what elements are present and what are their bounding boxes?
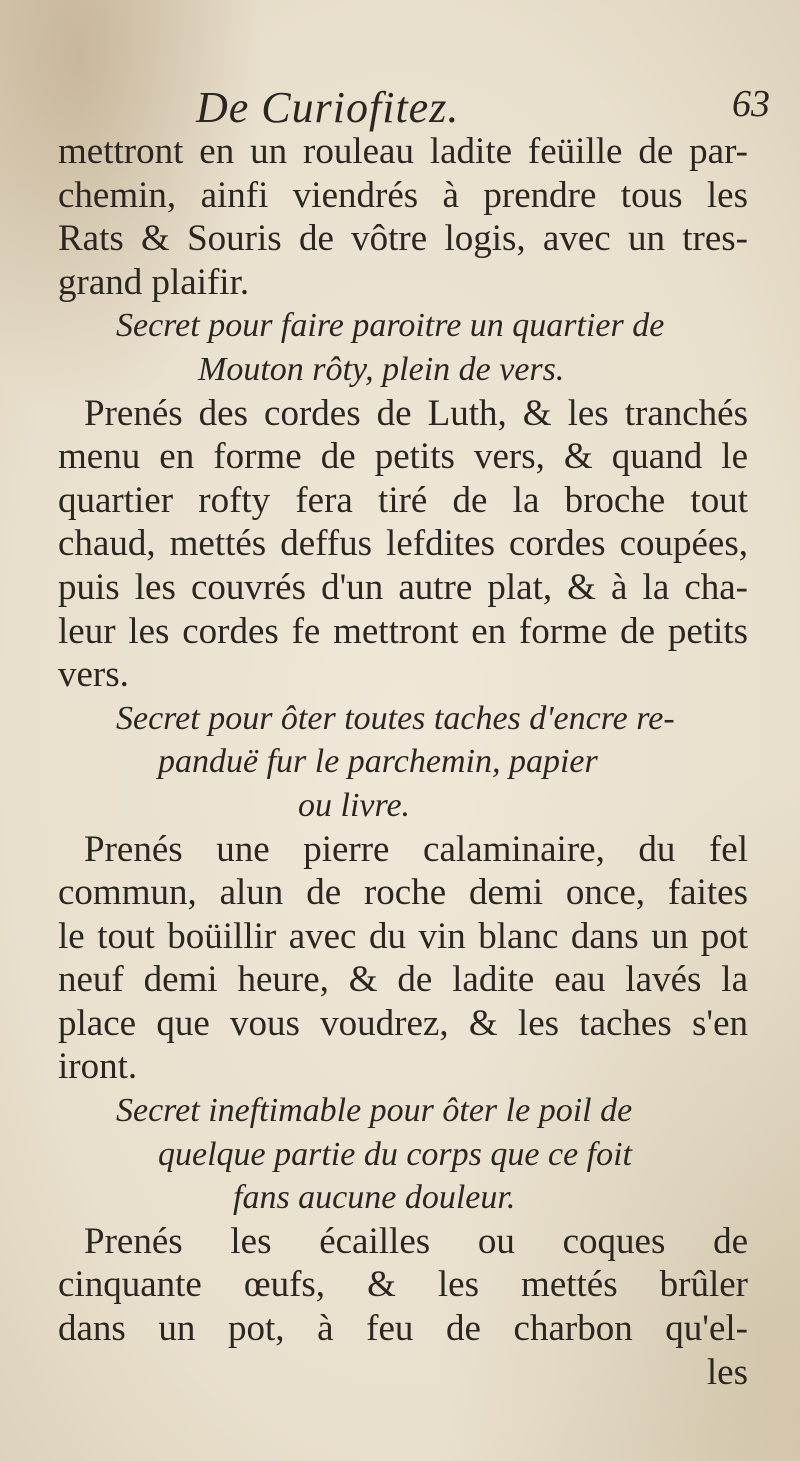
section-heading: Secret ineftimable pour ôter le poil de bbox=[116, 1092, 633, 1130]
section-heading: fans aucune douleur. bbox=[233, 1179, 516, 1217]
text-line: commun, alun de roche demi once, faites bbox=[58, 872, 748, 914]
running-title: De Curiofitez. bbox=[196, 83, 460, 132]
section-heading: Secret pour faire paroitre un quartier de bbox=[116, 307, 665, 345]
section-heading: Mouton rôty, plein de vers. bbox=[198, 350, 565, 388]
text-line: puis les couvrés d'un autre plat, & à la cha- bbox=[58, 566, 748, 608]
section-heading: ou livre. bbox=[298, 786, 411, 824]
text-line: cinquante œufs, & les mettés brûler bbox=[58, 1264, 748, 1306]
section-heading: Secret pour ôter toutes taches d'encre re- bbox=[116, 699, 675, 737]
text-line: le tout boüillir avec du vin blanc dans un pot bbox=[58, 915, 748, 957]
text-line: Prenés des cordes de Luth, & les tranchés bbox=[84, 392, 748, 434]
text-line: chaud, mettés deffus lefdites cordes coupées, bbox=[58, 523, 748, 565]
section-secret-poil bbox=[58, 1089, 748, 1351]
text-line: iront. bbox=[58, 1046, 138, 1088]
text-line: leur les cordes fe mettront en forme de petits bbox=[58, 610, 748, 652]
page-text bbox=[58, 130, 748, 1394]
text-line: menu en forme de petits vers, & quand le bbox=[58, 436, 748, 478]
catchword: les bbox=[706, 1351, 748, 1393]
text-line: Prenés une pierre calaminaire, du fel bbox=[84, 828, 748, 870]
text-line: vers. bbox=[58, 654, 129, 696]
text-line: place que vous voudrez, & les taches s'en bbox=[58, 1002, 748, 1044]
text-line: chemin, ainfi viendrés à prendre tous les bbox=[58, 174, 748, 216]
text-line: Prenés les écailles ou coques de bbox=[84, 1220, 748, 1262]
text-line: mettront en un rouleau ladite feüille de par- bbox=[58, 131, 748, 172]
text-line: neuf demi heure, & de ladite eau lavés la bbox=[58, 959, 748, 1001]
section-secret-mouton bbox=[58, 304, 748, 696]
section-heading: panduë fur le parchemin, papier bbox=[158, 743, 598, 781]
text-line: grand plaifir. bbox=[58, 261, 250, 303]
text-line: dans un pot, à feu de charbon qu'el- bbox=[58, 1308, 748, 1350]
section-heading: quelque partie du corps que ce foit bbox=[158, 1135, 633, 1173]
text-line: quartier rofty fera tiré de la broche tout bbox=[58, 479, 748, 521]
page-number: 63 bbox=[732, 83, 770, 125]
section-secret-encre bbox=[58, 697, 748, 1089]
text-line: Rats & Souris de vôtre logis, avec un tres- bbox=[58, 218, 748, 260]
